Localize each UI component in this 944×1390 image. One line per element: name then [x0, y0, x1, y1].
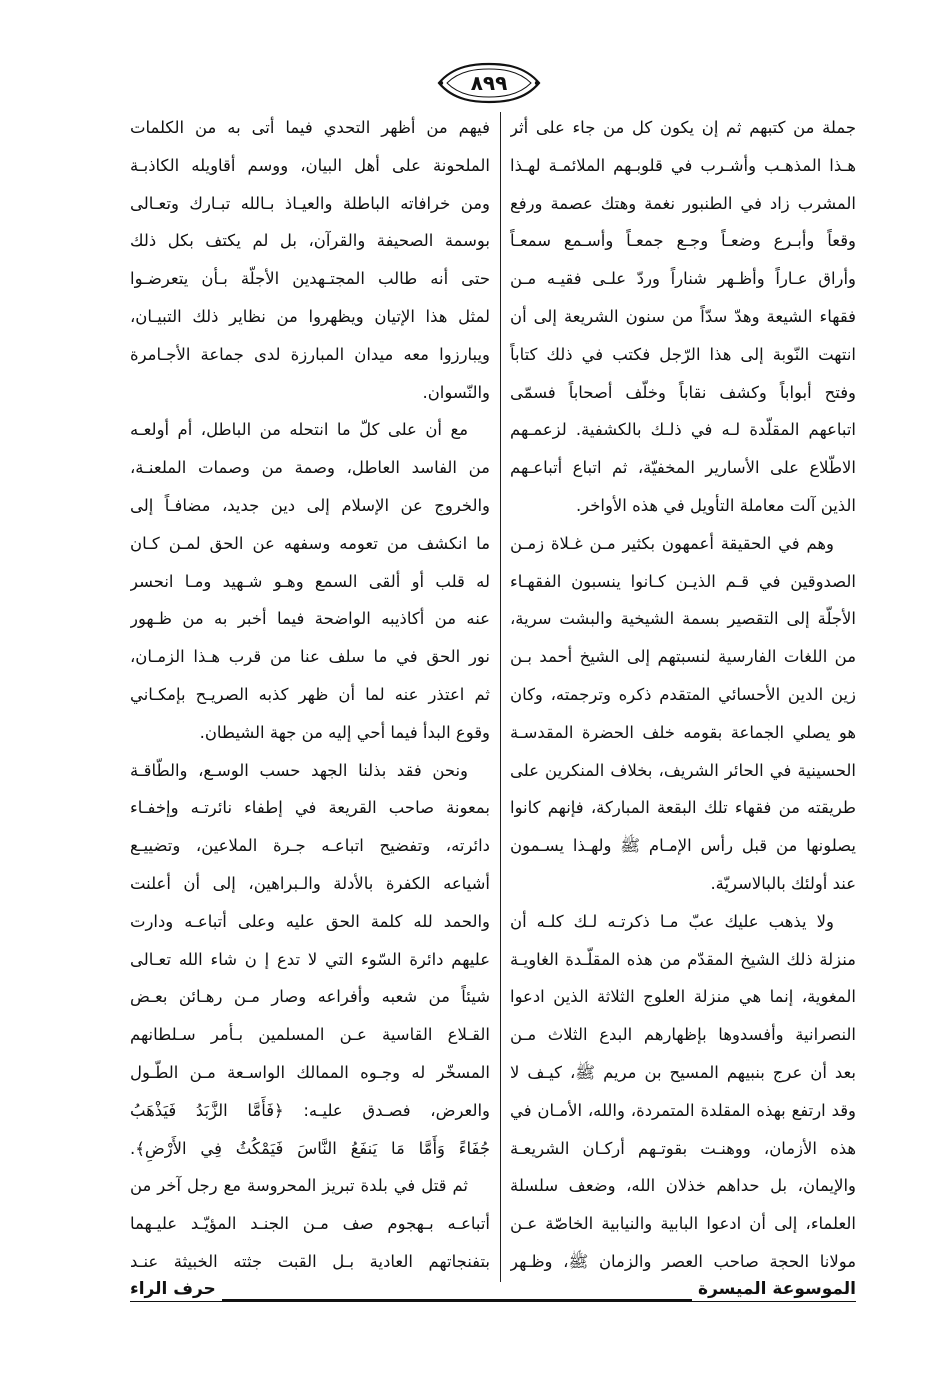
text-line: والحمد لله كلمة الحق عليه وعلى أتباعـه ودارت	[130, 911, 490, 931]
text-line: أتباعـه بـهجوم صف مـن الجنـد المؤيّـد عليـهما	[130, 1214, 490, 1234]
page-number: ٨٩٩	[470, 71, 508, 95]
text-line: شيئاً من شعبه وأفراعه وصار مـن رهـائن بعـض	[130, 987, 490, 1007]
text-line: هذه الأزمان، ووهنـت بقوتـهم أركـان الشريعـة	[510, 1138, 856, 1158]
text-line: وقوع البدأ فيما أحي إليه من جهة الشيطان.	[199, 722, 490, 742]
text-line: انتهت النّوبة إلى هذا الرّجل فكتب في ذلك كتاباً	[510, 344, 856, 364]
text-line: بعد أن عرج بنبيهم المسيح بن مريم ﷺ، كيـف لا	[510, 1062, 856, 1082]
text-line: بمعونة صاحب القريعة في إطفاء نائرتـه وإخفـاء	[130, 798, 490, 818]
text-line: فقهاء الشيعة وهدّ سدّاً من سنون الشريعة إلى أن	[510, 306, 856, 326]
text-line: لمثل هذا الإتيان ويظهروا من نظاير ذلك التبيـان،	[130, 306, 490, 326]
text-line: هـذا المذهـب وأشـرب في قلوبـهم الملائمـة لهـذا	[510, 155, 856, 175]
text-line: مع أن على كلّ ما انتحله من الباطل، أم أولعـه	[130, 420, 468, 440]
text-line: وأراق عـاراً وأظـهر شناراً وردّ علـى فقيـه مـن	[510, 269, 856, 289]
text-line: الحسينية في الحائر الشريف، بخلاف المنكرين على	[510, 760, 856, 780]
text-line: ويبارزوا معه ميدان المبارزة لدى جماعة الأجـامرة	[130, 344, 490, 364]
text-line: المسخّر له وجـوه الممالك الواسـعة مـن الطّـول	[130, 1062, 490, 1082]
text-line: الاطّلاع على الأسارير المخفيّة، ثم اتباع أتباعـهم	[510, 458, 856, 478]
text-line: الملحونة على أهل البيان، ووسم أقاويله الكاذبـة	[130, 155, 490, 175]
text-line: وهم في الحقيقة أعمهون بكثير مـن غـلاة زمـن	[510, 533, 834, 553]
text-line: يصلونها من قبل رأس الإمـام ﷺ ولهـذا يسـمون	[510, 836, 856, 856]
quran-verse-line: جُفَاءً وَأَمَّا مَا يَنفَعُ النَّاسَ فَيَمْكُثُ فِي الأَرْضِ﴾.	[130, 1138, 490, 1158]
text-line: القـلاع القاسية عـن المسلمين بـأمر سـلطانهم	[130, 1025, 490, 1045]
text-line: طريقته من فقهاء تلك البقعة المباركة، فإنهم كانوا	[510, 798, 856, 818]
text-line: بتفنجاتهم العادية بـل القبت جثته الخبيثة عنـد	[130, 1251, 490, 1271]
footer-book-title: الموسوعة الميسرة	[692, 1277, 856, 1301]
text-line: النصرانية وأفسدوها بإظهارهم البدع الثلاث مـن	[510, 1025, 856, 1045]
text-line: مولانا الحجة صاحب العصر والزمان ﷺ، وظـهر	[510, 1251, 856, 1271]
text-line: ثم قتل في بلدة تبريز المحروسة مع رجل آخر من	[130, 1176, 468, 1196]
text-line: هو يصلي الجماعة بقومه خلف الحضرة المقدسـة	[510, 722, 856, 742]
text-line: وقعاً وأبـرع وضعـاً وجـع جمعـاً وأسـمع سمعـاً	[510, 231, 856, 251]
text-line: له قلب أو ألقى السمع وهـو شـهيد ومـا انحسر	[130, 571, 490, 591]
text-line: زين الدين الأحسائي المتقدم ذكره وترجمته، وكان	[510, 684, 856, 704]
text-line: من اللغات الفارسية لنسبتهم إلى الشيخ أحمد بـن	[510, 647, 856, 667]
text-line: وفتح أبواباً وكشف نقاباً وخلّف أصحاباً فسمّى	[510, 382, 856, 402]
text-line: نور الحق في ما سلف عنا من قرب هـذا الزمـان،	[130, 647, 490, 667]
text-line: الأجلّة إلى التقصير بسمة الشيخية والبشت سرية،	[510, 609, 856, 629]
text-line: ما انكشف من تعومه وسفهه عن الحق لمـن كـان	[130, 533, 490, 553]
text-line: والنّسوان.	[422, 382, 490, 402]
right-column	[510, 109, 856, 1281]
text-line: عنه من أكاذيبه الواضحة فيما أخبر به من ظـهور	[130, 609, 490, 629]
text-line: دائرته، وتفضيح اتباعـه جـرة الملاعين، وتضييـع	[130, 836, 490, 856]
text-line: ومن خرافاته الباطلة والعيـاذ بـالله تبـارك وتعـالى	[130, 193, 490, 213]
column-divider	[500, 112, 501, 1282]
quran-verse-line: والعرض، فصـدق عليـه: ﴿فَأَمَّا الزَّبَدُ فَيَذْهَبُ	[130, 1100, 490, 1120]
text-line: أشياعه الكفرة بالأدلة والـبراهين، إلى أن أعلنت	[130, 873, 490, 893]
text-line: بوسمة الصحيفة والقرآن، بل لم يكتف بكل ذلك	[130, 231, 490, 251]
text-line: الصدوقين في قـم الذيـن كـانوا ينسبون الفقهـاء	[510, 571, 856, 591]
text-line: والإيمان، بل حداهم خذلان الله، وضعف سلسلة	[510, 1176, 856, 1196]
text-line: جملة من كتبهم ثم إن يكون كل من جاء على أثر	[510, 118, 856, 137]
text-line: المغوية، إنما هي منزلة العلوج الثلاثة الذين ادعوا	[510, 987, 856, 1007]
text-line: ثم اعتذر عنه لما أن ظهر كذبه الصريـح بإمكـاني	[130, 684, 490, 704]
text-line: اتباعهم المقلّدة لـه في ذلـك بالكشفية. لزعمـهم	[510, 420, 856, 440]
text-line: من الفاسد العاطل، وصمة من وصمات الملعنـة،	[130, 458, 490, 478]
text-line: العلماء، إلى أن ادعوا البابية والنيابية الخاصّة عـن	[510, 1214, 856, 1234]
footer-section-title: حرف الراء	[130, 1277, 222, 1301]
text-line: عليهم دائرة السّوء التي لا تدع إ ن شاء الله تعـالى	[130, 949, 490, 969]
text-line: والخروج عن الإسلام إلى دين جديد، مضافـاً إلى	[130, 495, 490, 515]
left-column	[130, 109, 490, 1281]
text-line: عند أولئك بالبالاسريّة.	[710, 873, 856, 893]
text-line: منزلة ذلك الشيخ المقدّم من هذه المقلّـدة الغاويـة	[510, 949, 856, 969]
text-line: ولا يذهب عليك عبّ مـا ذكرتـه لـك كلـه أن	[510, 911, 834, 931]
text-line: حتى أنه طالب المجتـهدين الأجلّة بـأن يتعرضـوا	[130, 269, 490, 289]
text-line: الذين آلت معاملة التأويل في هذه الأواخر.	[575, 495, 856, 515]
text-line: ونحن فقد بذلنا الجهد حسب الوسـع، والطّاقـة	[130, 760, 468, 780]
text-line: وقد ارتفع بهذه المقلدة المتمردة، والله، الأمـان في	[510, 1100, 856, 1120]
text-line: المشرب زاد في الطنبور نغمة وهتك عصمة ورفع	[510, 193, 856, 213]
text-line: فيهم من أظهر التحدي فيما أتى به من الكلمات	[130, 118, 490, 137]
